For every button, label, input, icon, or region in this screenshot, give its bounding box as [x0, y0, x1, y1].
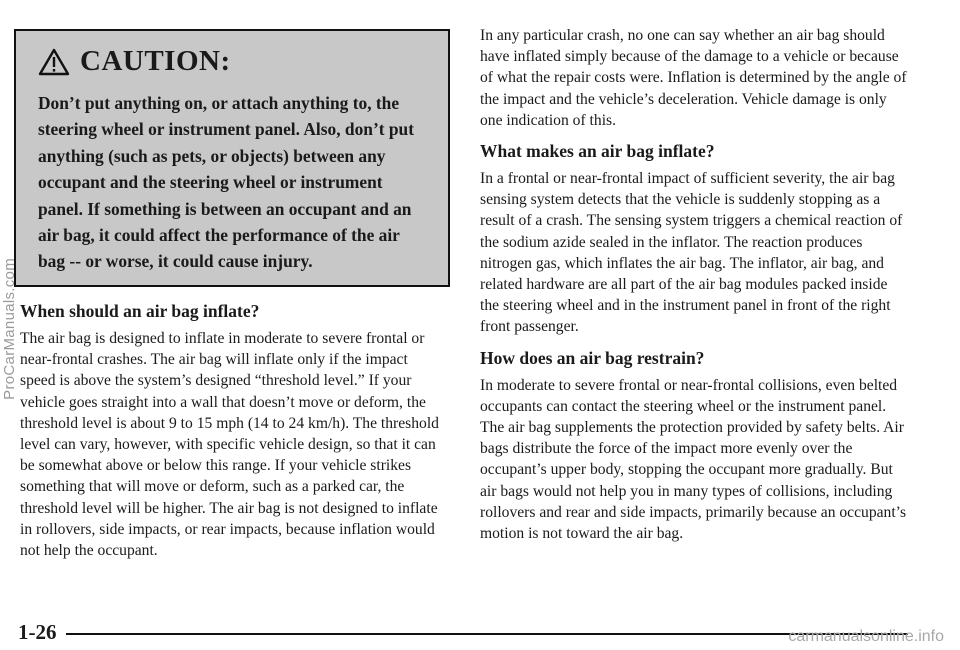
- side-watermark: ProCarManuals.com: [1, 258, 18, 400]
- caution-heading: [38, 45, 428, 78]
- left-column: [20, 300, 446, 570]
- page-number: 1-26: [18, 620, 57, 644]
- warning-triangle-icon: [38, 48, 70, 76]
- right-column: [480, 25, 910, 553]
- footer-rule: [66, 633, 908, 635]
- paragraph-what-makes-inflate: In a frontal or near-frontal impact of sufficient severity, the air bag sensing system detects that the vehicle is suddenly stopping as a result of a crash. The sensing system triggers a chemical reaction of the sodium azide sealed in the inflator. The reaction produces nitrogen gas, which inflates the air bag. The inflator, air bag, and related hardware are all part of the air bag modules packed inside the steering wheel and in the instrument panel in front of the right front passenger.: [480, 170, 903, 336]
- paragraph-when-inflate: The air bag is designed to inflate in moderate to severe frontal or near-frontal crashes. The air bag will inflate only if the impact speed is above the system’s designed “threshold level.” If your vehicle goes straight into a wall that doesn’t move or deform, the threshold level is about 9 to 15 mph (14 to 24 km/h). The threshold level can vary, however, with specific vehicle design, so that it can be somewhat above or below this range. If your vehicle strikes something that will move or deform, such as a parked car, the threshold level will be higher. The air bag is not designed to inflate in rollovers, side impacts, or rear impacts, because inflation would not help the occupant.: [20, 330, 439, 560]
- caution-title: CAUTION:: [80, 45, 231, 77]
- section-heading-when-inflate: When should an air bag inflate?: [20, 301, 260, 321]
- bottom-watermark: carmanualsonline.info: [788, 628, 944, 645]
- section-heading-how-restrain: How does an air bag restrain?: [480, 347, 705, 368]
- paragraph-intro: In any particular crash, no one can say whether an air bag should have inflated simply because of the damage to a vehicle or because of what the repair costs were. Inflation is determined by the angle of the impact and the vehicle’s deceleration. Vehicle damage is only one indication of this.: [480, 27, 907, 129]
- paragraph-how-restrain: In moderate to severe frontal or near-frontal collisions, even belted occupants can contact the steering wheel or the instrument panel. The air bag supplements the protection provided by safety belts. Air bags distribute the force of the impact more evenly over the occupant’s upper body, stopping the occupant more gradually. But air bags would not help you in many types of collisions, including rollovers and rear and side impacts, primarily because an occupant’s motion is not toward the air bag.: [480, 376, 907, 543]
- caution-text: Don’t put anything on, or attach anything to, the steering wheel or instrument panel. Also, don’t put anything (such as pets, or objects) between any occupant and the steering wheel or instrument panel. If something is between an occupant and an air bag, it could affect the performance of the air bag -- or worse, it could cause injury.: [38, 93, 415, 272]
- section-heading-what-makes-inflate: What makes an air bag inflate?: [480, 141, 715, 162]
- caution-box: [14, 29, 450, 287]
